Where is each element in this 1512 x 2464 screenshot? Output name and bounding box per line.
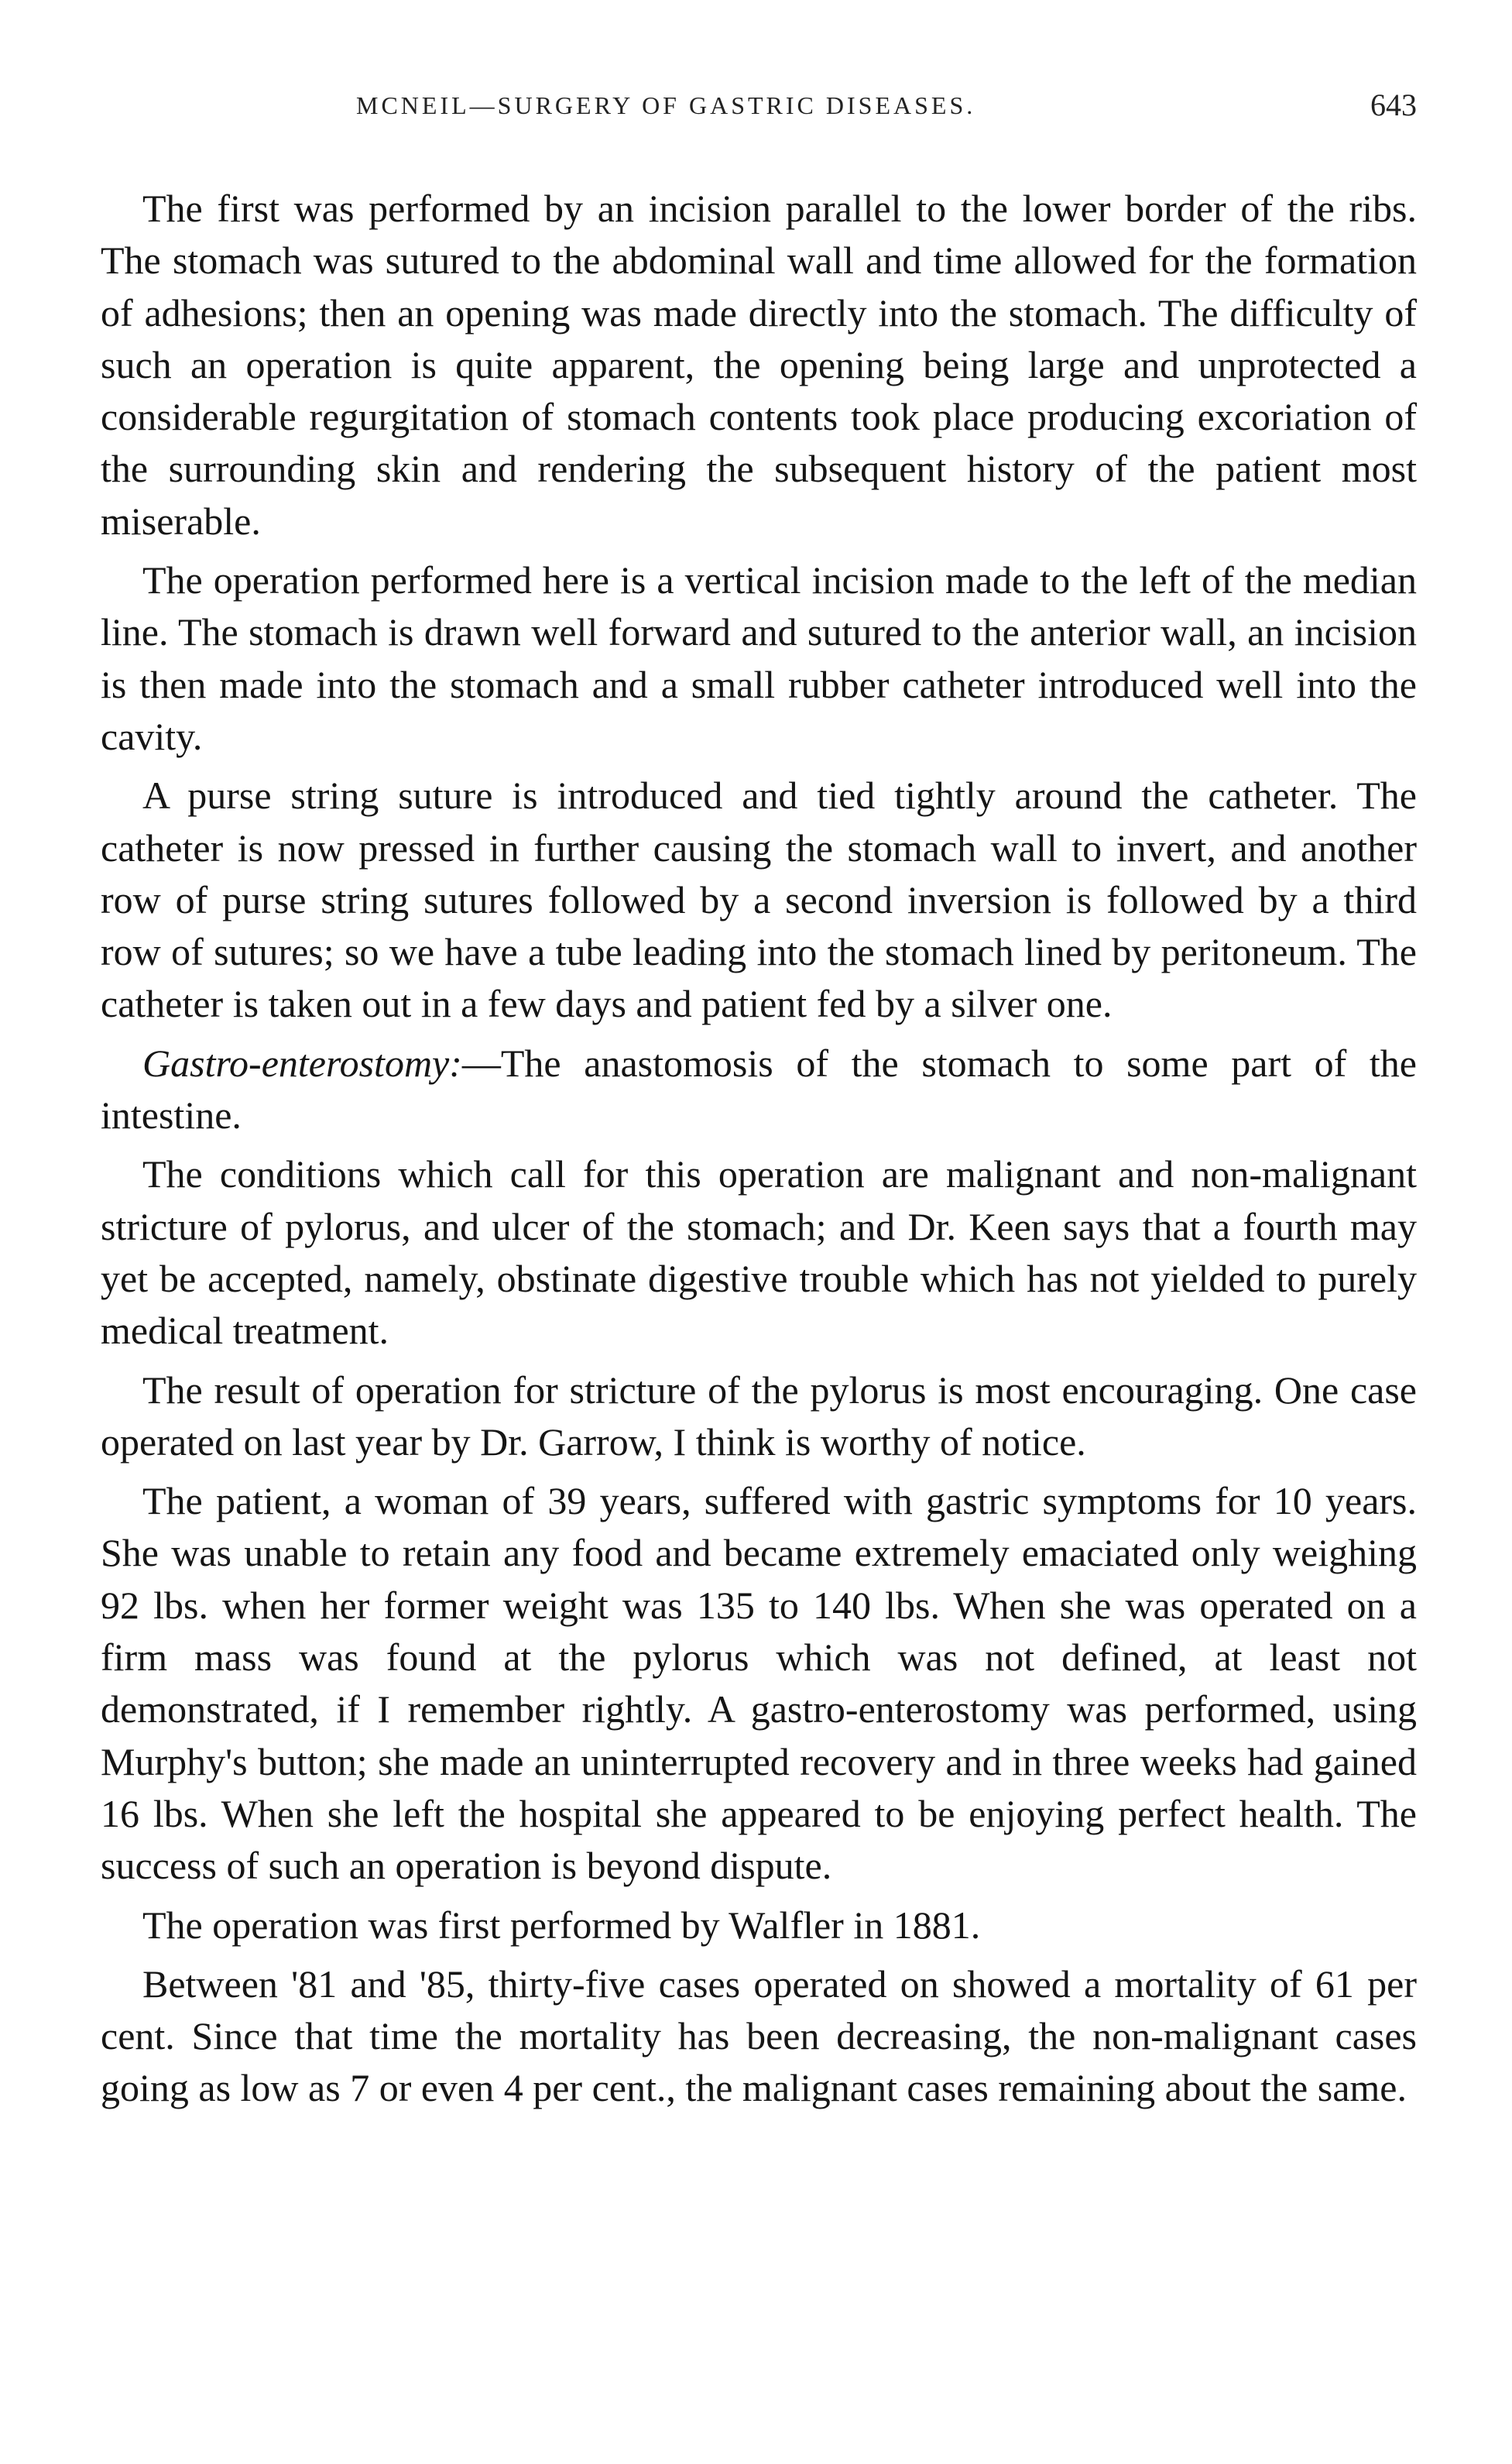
paragraph (101, 1038, 1417, 1142)
paragraph (101, 1148, 1417, 1357)
paragraph-text: —The anastomosis of the stomach to some part of the intestine. (101, 1041, 1417, 1138)
paragraph (101, 554, 1417, 763)
paragraph-text: The result of operation for stricture of the pylorus is most encouraging. One case operated on last year by Dr. Garrow, I think is worthy of notice. (101, 1368, 1417, 1464)
paragraph (101, 1958, 1417, 2115)
section-heading-gastro-enterostomy: Gastro-enterostomy: (142, 1041, 462, 1085)
paragraph (101, 1475, 1417, 1892)
paragraph (101, 1899, 1417, 1951)
paragraph-text: The conditions which call for this operation are malignant and non-malignant stricture of pylorus, and ulcer of the stomach; and Dr. Keen says that a fourth may yet be accepted, namely, obstinate digestive trouble which has not yielded to purely medical treatment. (101, 1152, 1417, 1353)
page-number: 643 (1370, 88, 1417, 122)
paragraph-text: The operation was first performed by Walfler in 1881. (142, 1903, 981, 1947)
paragraph (101, 770, 1417, 1030)
paragraph-text: A purse string suture is introduced and tied tightly around the catheter. The catheter is now pressed in further causing the stomach wall to invert, and another row of purse string sutures followed by a second inversion is followed by a third row of sutures; so we have a tube leading into the stomach lined by peritoneum. The catheter is taken out in a few days and patient fed by a silver one. (101, 774, 1417, 1026)
paragraph-text: The first was performed by an incision parallel to the lower border of the ribs. The stomach was sutured to the abdominal wall and time allowed for the formation of adhesions; then an opening was made directly into the stomach. The difficulty of such an operation is quite apparent, the opening being large and unprotected a considerable regurgitation of stomach contents took place producing excoriation of the surrounding skin and rendering the subsequent history of the patient most miserable. (101, 187, 1417, 543)
paragraph (101, 1364, 1417, 1469)
paragraph (101, 183, 1417, 547)
paragraph-text: Between '81 and '85, thirty-five cases operated on showed a mortality of 61 per cent. Since that time the mortality has been decreasing, the non-malignant cases going as low as 7 or even 4 per cent., the malignant cases remaining about the same. (101, 1961, 1417, 2110)
paragraph-text: The operation performed here is a vertical incision made to the left of the median line. The stomach is drawn well forward and sutured to the anterior wall, an incision is then made into the stomach and a small rubber catheter introduced well into the cavity. (101, 558, 1417, 758)
paragraph-text: The patient, a woman of 39 years, suffered with gastric symptoms for 10 years. She was unable to retain any food and became extremely emaciated only weighing 92 lbs. when her former weight was 135 to 140 lbs. When she was operated on a firm mass was found at the pylorus which was not defined, at least not demonstrated, if I remember rightly. A gastro-enterostomy was performed, using Murphy's button; she made an uninterrupted recovery and in three weeks had gained 16 lbs. When she left the hospital she appeared to be enjoying perfect health. The success of such an operation is beyond dispute. (101, 1479, 1417, 1888)
article-body (101, 183, 1417, 2122)
running-title: MCNEIL—SURGERY OF GASTRIC DISEASES. (356, 91, 976, 119)
running-head (101, 88, 1417, 138)
